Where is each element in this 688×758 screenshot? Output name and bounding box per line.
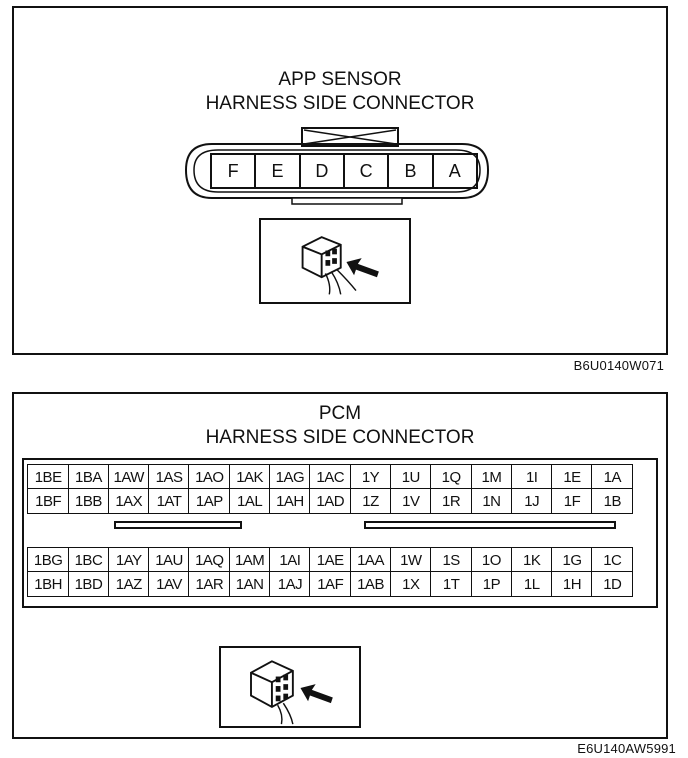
pcm-subtitle: HARNESS SIDE CONNECTOR xyxy=(205,427,475,448)
pcm-pin: 1AG xyxy=(269,464,311,490)
pcm-pin: 1N xyxy=(471,488,513,514)
pcm-pin: 1AT xyxy=(148,488,190,514)
connector-with-arrow-icon xyxy=(221,648,359,726)
pcm-pin: 1BF xyxy=(27,488,69,514)
pcm-pin: 1Q xyxy=(430,464,472,490)
pcm-pin: 1AI xyxy=(269,547,311,573)
pcm-pin: 1L xyxy=(511,571,553,597)
app-pin: F xyxy=(210,153,254,189)
pcm-pin: 1E xyxy=(551,464,593,490)
app-sensor-subtitle: HARNESS SIDE CONNECTOR xyxy=(205,93,475,114)
pcm-pin: 1P xyxy=(471,571,513,597)
pcm-pin: 1AW xyxy=(108,464,150,490)
pcm-pin: 1F xyxy=(551,488,593,514)
pcm-pin: 1AX xyxy=(108,488,150,514)
pcm-pin: 1C xyxy=(591,547,633,573)
pcm-pin: 1W xyxy=(390,547,432,573)
pcm-pin: 1X xyxy=(390,571,432,597)
pcm-pin: 1AF xyxy=(309,571,351,597)
pcm-pin: 1BC xyxy=(68,547,110,573)
pcm-pin: 1BD xyxy=(68,571,110,597)
pcm-pin: 1AY xyxy=(108,547,150,573)
app-pin: E xyxy=(254,153,298,189)
pcm-pin: 1K xyxy=(511,547,553,573)
app-pin: A xyxy=(432,153,478,189)
app-sensor-panel xyxy=(12,6,668,355)
pcm-pin: 1A xyxy=(591,464,633,490)
pcm-pin: 1BH xyxy=(27,571,69,597)
pcm-pin: 1BA xyxy=(68,464,110,490)
pcm-pin: 1AK xyxy=(229,464,271,490)
pcm-pin: 1U xyxy=(390,464,432,490)
pcm-pin: 1B xyxy=(591,488,633,514)
pcm-pin: 1AV xyxy=(148,571,190,597)
pcm-pin: 1AA xyxy=(350,547,392,573)
pcm-pin: 1H xyxy=(551,571,593,597)
app-pin-row xyxy=(210,153,478,189)
connector-view-inset xyxy=(219,646,361,728)
connector-view-inset xyxy=(259,218,411,304)
pcm-pin: 1D xyxy=(591,571,633,597)
pcm-pin: 1AM xyxy=(229,547,271,573)
pcm-pin: 1Y xyxy=(350,464,392,490)
pcm-pin: 1AQ xyxy=(188,547,230,573)
pcm-pin-grid-top xyxy=(28,465,632,513)
pcm-pin: 1AC xyxy=(309,464,351,490)
pcm-pin: 1R xyxy=(430,488,472,514)
app-pin: C xyxy=(343,153,387,189)
pcm-pin: 1AO xyxy=(188,464,230,490)
pcm-pin: 1T xyxy=(430,571,472,597)
pcm-pin: 1AZ xyxy=(108,571,150,597)
pcm-pin: 1J xyxy=(511,488,553,514)
pcm-pin: 1G xyxy=(551,547,593,573)
pcm-pin: 1Z xyxy=(350,488,392,514)
pcm-pin: 1O xyxy=(471,547,513,573)
pcm-pin: 1I xyxy=(511,464,553,490)
pcm-connector-housing xyxy=(22,458,658,608)
pcm-pin: 1AJ xyxy=(269,571,311,597)
app-sensor-title: APP SENSOR xyxy=(278,69,402,90)
pcm-pin: 1BE xyxy=(27,464,69,490)
connector-key-right xyxy=(364,521,616,529)
pcm-pin-grid-bottom xyxy=(28,548,632,596)
pcm-pin: 1AP xyxy=(188,488,230,514)
pcm-pin: 1M xyxy=(471,464,513,490)
pcm-pin: 1V xyxy=(390,488,432,514)
connector-with-arrow-icon xyxy=(261,220,409,302)
pcm-pin: 1AH xyxy=(269,488,311,514)
pcm-pin: 1BB xyxy=(68,488,110,514)
app-pin: D xyxy=(299,153,343,189)
pcm-pin: 1AL xyxy=(229,488,271,514)
pcm-pin: 1AD xyxy=(309,488,351,514)
pcm-pin: 1BG xyxy=(27,547,69,573)
figure-reference: B6U0140W071 xyxy=(573,358,664,373)
pcm-panel xyxy=(12,392,668,739)
connector-key-left xyxy=(114,521,242,529)
pcm-title: PCM xyxy=(318,403,362,424)
pcm-pin: 1S xyxy=(430,547,472,573)
pcm-pin: 1AS xyxy=(148,464,190,490)
pcm-pin: 1AR xyxy=(188,571,230,597)
pcm-pin: 1AN xyxy=(229,571,271,597)
pcm-pin: 1AU xyxy=(148,547,190,573)
pcm-pin: 1AE xyxy=(309,547,351,573)
app-pin: B xyxy=(387,153,431,189)
figure-reference: E6U140AW5991 xyxy=(577,741,676,756)
pcm-pin: 1AB xyxy=(350,571,392,597)
